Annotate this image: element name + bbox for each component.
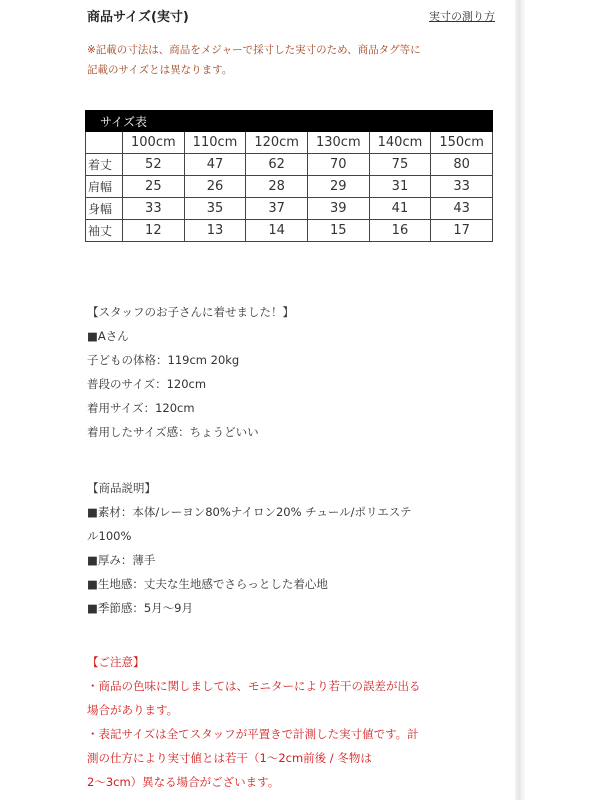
row-label: 着丈 [86,154,123,176]
table-cell: 33 [431,176,493,198]
section-heading: 【商品説明】 [87,481,156,495]
info-line: ■厚み：薄手 [87,553,156,567]
size-table-title: サイズ表 [86,111,493,132]
caution-line: 2〜3cm）異なる場合がございます。 [87,775,280,789]
table-cell: 75 [369,154,431,176]
column-header: 150cm [431,132,493,154]
table-cell: 12 [123,220,185,242]
table-cell: 43 [431,198,493,220]
column-header: 110cm [184,132,246,154]
table-cell: 70 [307,154,369,176]
corner-cell [86,132,123,154]
table-cell: 13 [184,220,246,242]
section-heading: 【スタッフのお子さんに着せました！】 [87,305,294,319]
column-header: 100cm [123,132,185,154]
table-cell: 35 [184,198,246,220]
info-line: 普段のサイズ：120cm [87,377,207,391]
table-cell: 16 [369,220,431,242]
info-line: ■季節感：5月〜9月 [87,601,193,615]
row-label: 袖丈 [86,220,123,242]
note-line-2: 記載のサイズとは異なります。 [87,64,233,76]
column-header: 140cm [369,132,431,154]
table-cell: 62 [246,154,308,176]
info-line: ■素材：本体/レーヨン80%ナイロン20% チュール/ポリエステ [87,505,412,519]
table-cell: 33 [123,198,185,220]
vertical-divider [515,0,525,800]
table-cell: 47 [184,154,246,176]
table-cell: 31 [369,176,431,198]
product-description-section [87,476,412,620]
table-cell: 17 [431,220,493,242]
size-table [85,110,493,242]
caution-section [87,650,421,794]
table-cell: 52 [123,154,185,176]
info-line: ■Aさん [87,329,129,343]
row-label: 身幅 [86,198,123,220]
measurement-note [87,40,497,80]
note-line-1: ※記載の寸法は、商品をメジャーで採寸した実寸のため、商品タグ等に [87,44,421,56]
table-cell: 29 [307,176,369,198]
table-cell: 39 [307,198,369,220]
table-row [86,154,493,176]
how-to-measure-link[interactable]: 実寸の測り方 [429,10,495,23]
table-row [86,176,493,198]
table-cell: 15 [307,220,369,242]
caution-line: 測の仕方により実寸値とは若干（1〜2cm前後 / 冬物は [87,751,372,765]
row-label: 肩幅 [86,176,123,198]
table-cell: 26 [184,176,246,198]
table-cell: 25 [123,176,185,198]
table-row [86,198,493,220]
title-row [87,6,495,26]
caution-line: ・商品の色味に関しましては、モニターにより若干の誤差が出る [87,679,421,693]
info-line: 子どもの体格：119cm 20kg [87,353,240,367]
caution-line: 場合があります。 [87,703,179,717]
size-table-header-row [86,132,493,154]
table-cell: 28 [246,176,308,198]
page-title: 商品サイズ(実寸) [87,10,189,25]
column-header: 130cm [307,132,369,154]
info-line: ■生地感：丈夫な生地感でさらっとした着心地 [87,577,328,591]
info-line: 着用サイズ：120cm [87,401,195,415]
staff-fitting-section [87,300,294,444]
table-cell: 80 [431,154,493,176]
table-cell: 14 [246,220,308,242]
table-cell: 37 [246,198,308,220]
section-heading: 【ご注意】 [87,655,145,669]
info-line: ル100% [87,529,132,543]
caution-line: ・表記サイズは全てスタッフが平置きで計測した実寸値です。計 [87,727,419,741]
table-row [86,220,493,242]
info-line: 着用したサイズ感：ちょうどいい [87,425,259,439]
table-cell: 41 [369,198,431,220]
column-header: 120cm [246,132,308,154]
